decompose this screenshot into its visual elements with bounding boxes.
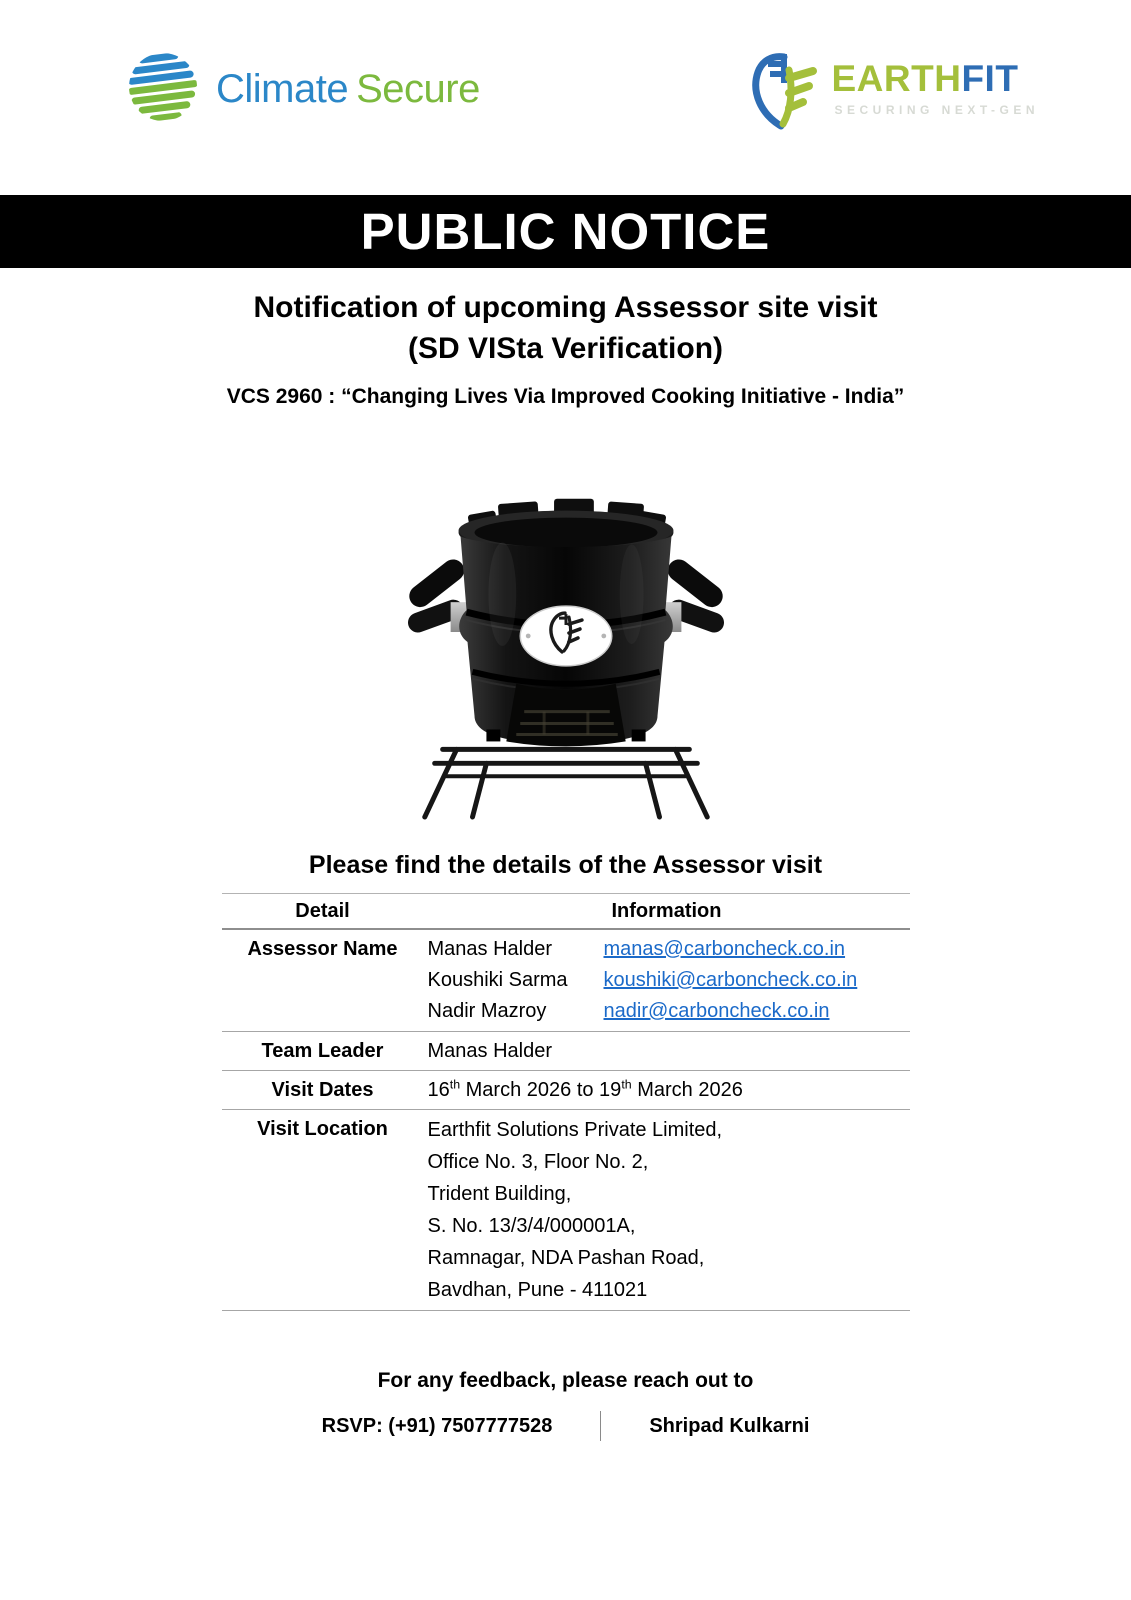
secure-word: Secure xyxy=(356,67,480,111)
table-header-row xyxy=(222,893,910,930)
earthfit-tagline: SECURING NEXT-GEN xyxy=(834,103,1039,117)
assessor-name-info xyxy=(424,930,910,1031)
project-subtitle: VCS 2960 : “Changing Lives Via Improved Cooking Initiative - India” xyxy=(226,385,905,408)
feedback-line: For any feedback, please reach out to xyxy=(377,1369,754,1392)
location-line: Bavdhan, Pune - 411021 xyxy=(427,1279,648,1301)
stove-badge xyxy=(520,606,612,666)
visit-dates-value xyxy=(424,1071,910,1109)
visit-dates-label: Visit Dates xyxy=(271,1079,374,1101)
vertical-divider xyxy=(600,1411,601,1441)
assessor-visit-table xyxy=(222,893,910,1311)
assessor-email-link[interactable]: koushiki@carboncheck.co.in xyxy=(603,969,858,991)
date-end: March 2026 xyxy=(631,1079,743,1101)
globe-icon xyxy=(126,50,200,129)
location-line: Office No. 3, Floor No. 2, xyxy=(427,1151,649,1173)
banner-title: PUBLIC NOTICE xyxy=(360,203,771,260)
visit-location-label: Visit Location xyxy=(257,1118,388,1140)
stove-opening xyxy=(506,684,625,747)
assessor-entry xyxy=(428,934,910,965)
earthfit-logo xyxy=(741,50,1039,137)
team-leader-label: Team Leader xyxy=(261,1040,384,1062)
notice-title-line2: (SD VISta Verification) xyxy=(407,332,724,365)
earth-word: EARTH xyxy=(831,58,962,99)
assessor-name: Nadir Mazroy xyxy=(427,1000,547,1022)
earthfit-wordmark xyxy=(831,60,1039,98)
assessor-name: Manas Halder xyxy=(427,938,553,960)
table-row-visit-dates xyxy=(222,1071,910,1110)
date-ordinal: th xyxy=(621,1077,632,1092)
climate-secure-logo xyxy=(126,50,480,129)
header-logo-row xyxy=(0,0,1131,137)
location-line: Trident Building, xyxy=(427,1183,572,1205)
notice-title xyxy=(0,287,1131,369)
climate-secure-wordmark xyxy=(216,67,480,112)
assessor-entry xyxy=(428,996,910,1027)
notice-title-line1: Notification of upcoming Assessor site visit xyxy=(253,291,878,324)
visit-location-value xyxy=(424,1110,910,1310)
assessor-name: Koushiki Sarma xyxy=(427,969,568,991)
rsvp-phone: RSVP: (+91) 7507777528 xyxy=(321,1414,553,1437)
table-row-visit-location xyxy=(222,1110,910,1311)
location-line: Earthfit Solutions Private Limited, xyxy=(427,1119,723,1141)
date-ordinal: th xyxy=(449,1077,461,1092)
earthfit-wordmark-block xyxy=(831,60,1039,117)
assessor-email-link[interactable]: nadir@carboncheck.co.in xyxy=(603,1000,830,1022)
table-row-assessor-name xyxy=(222,930,910,1032)
date-start-day: 16 xyxy=(427,1079,450,1101)
location-line: Ramnagar, NDA Pashan Road, xyxy=(427,1247,705,1269)
team-leader-value: Manas Halder xyxy=(427,1040,553,1062)
fit-word: FIT xyxy=(961,58,1019,99)
contact-name: Shripad Kulkarni xyxy=(649,1414,810,1437)
assessor-email-link[interactable]: manas@carboncheck.co.in xyxy=(603,938,846,960)
table-row-team-leader xyxy=(222,1032,910,1071)
rsvp-row xyxy=(0,1411,1131,1441)
stove-image xyxy=(0,445,1131,823)
public-notice-banner xyxy=(0,195,1131,268)
climate-word: Climate xyxy=(216,67,349,111)
details-heading: Please find the details of the Assessor visit xyxy=(308,851,823,879)
col-header-detail: Detail xyxy=(295,900,350,922)
stove-stand xyxy=(424,749,707,817)
assessor-name-label: Assessor Name xyxy=(247,938,398,960)
col-header-information: Information xyxy=(611,900,722,922)
assessor-entry xyxy=(428,965,910,996)
leaf-icon xyxy=(741,50,823,137)
date-middle: March 2026 to 19 xyxy=(460,1079,622,1101)
location-line: S. No. 13/3/4/000001A, xyxy=(427,1215,636,1237)
